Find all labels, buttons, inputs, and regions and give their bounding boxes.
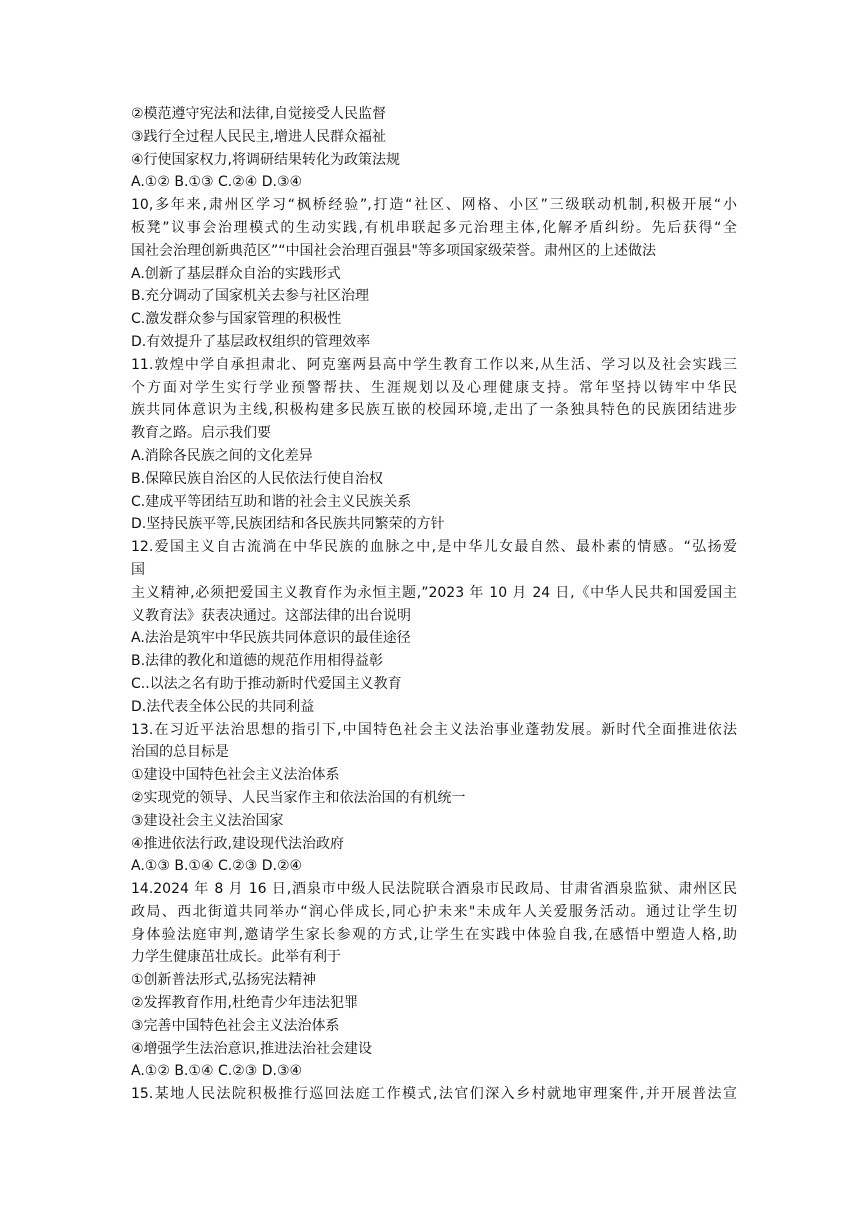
- question-11-stem: 族共同体意识为主线,积极构建多民族互嵌的校园环境,走出了一条独具特色的民族团结进步: [131, 402, 737, 419]
- statement-4: ④推进依法行政,建设现代法治政府: [131, 835, 345, 852]
- text-line: ②模范遵守宪法和法律,自觉接受人民监督: [131, 106, 386, 122]
- statement-3: ③完善中国特色社会主义法治体系: [131, 1017, 340, 1034]
- question-11-stem: 个方面对学生实行学业预警帮扶、生涯规划以及心理健康支持。常年坚持以铸牢中华民: [131, 379, 737, 396]
- text-line: ③践行全过程人民民主,增进人民群众福祉: [131, 128, 386, 145]
- option-c: C.激发群众参与国家管理的积极性: [131, 311, 342, 328]
- option-d: D.法代表全体公民的共同利益: [131, 698, 315, 715]
- answer-options: A.①② B.①④ C.②③ D.③④: [131, 1063, 303, 1080]
- question-10-stem: 10,多年来,肃州区学习“枫桥经验”,打造“社区、网格、小区”三级联动机制,积极开展“小: [131, 197, 737, 214]
- option-b: B.充分调动了国家机关去参与社区治理: [131, 288, 370, 305]
- question-14-stem: 14.2024 年 8 月 16 日,酒泉市中级人民法院联合酒泉市民政局、甘肃省酒泉监狱、肃州区民: [131, 881, 737, 898]
- question-13-stem: 13.在习近平法治思想的指引下,中国特色社会主义法治事业蓬勃发展。新时代全面推进依法: [131, 721, 737, 738]
- question-14-stem: 政局、西北街道共同举办“润心伴成长,同心护未来"未成年人关爱服务活动。通过让学生切: [131, 903, 737, 920]
- question-10-stem: 国社会治理创新典范区”“中国社会治理百强县"等多项国家级荣誉。肃州区的上述做法: [131, 242, 656, 259]
- option-c: C.建成平等团结互助和谐的社会主义民族关系: [131, 493, 412, 510]
- answer-options: A.①③ B.①④ C.②③ D.②④: [131, 858, 303, 875]
- question-14-stem: 力学生健康茁壮成长。此举有利于: [131, 949, 341, 966]
- document-page: [131, 103, 737, 1106]
- statement-1: ①创新普法形式,弘扬宪法精神: [131, 972, 317, 989]
- option-b: B.法律的教化和道德的规范作用相得益彰: [131, 653, 384, 670]
- question-12-stem: 国: [131, 561, 145, 578]
- question-11-stem: 教育之路。启示我们要: [131, 425, 271, 442]
- question-14-stem: 身体验法庭审判,邀请学生家长参观的方式,让学生在实践中体验自我,在感悟中塑造人格,助: [131, 926, 737, 943]
- statement-3: ③建设社会主义法治国家: [131, 812, 284, 829]
- option-d: D.坚持民族平等,民族团结和各民族共同繁荣的方针: [131, 516, 445, 533]
- question-12-stem: 义教育法》获表决通过。这部法律的出台说明: [131, 607, 411, 624]
- answer-options: A.①② B.①③ C.②④ D.③④: [131, 174, 303, 191]
- option-d: D.有效提升了基层政权组织的管理效率: [131, 333, 371, 350]
- question-10-stem: 板凳”议事会治理模式的生动实践,有机串联起多元治理主体,化解矛盾纠纷。先后获得“全: [131, 219, 737, 236]
- question-15-stem: 15.某地人民法院积极推行巡回法庭工作模式,法官们深入乡村就地审理案件,并开展普法宣: [131, 1086, 737, 1103]
- question-13-stem: 治国的总目标是: [131, 744, 229, 761]
- option-b: B.保障民族自治区的人民依法行使自治权: [131, 470, 384, 487]
- option-c: C..以法之名有助于推动新时代爱国主义教育: [131, 675, 402, 692]
- statement-2: ②发挥教育作用,杜绝青少年违法犯罪: [131, 995, 359, 1012]
- option-a: A.消除各民族之间的文化差异: [131, 447, 313, 464]
- question-12-stem: 主义精神,必须把爱国主义教育作为永恒主题,”2023 年 10 月 24 日,《中华人民共和国爱国主: [131, 584, 737, 601]
- question-12-stem: 12.爱国主义自古流淌在中华民族的血脉之中,是中华儿女最自然、最朴素的情感。“弘扬爱: [131, 539, 737, 556]
- statement-2: ②实现党的领导、人民当家作主和依法治国的有机统一: [131, 789, 466, 806]
- statement-1: ①建设中国特色社会主义法治体系: [131, 767, 340, 784]
- text-line: ④行使国家权力,将调研结果转化为政策法规: [131, 151, 400, 168]
- option-a: A.法治是筑牢中华民族共同体意识的最佳途径: [131, 630, 411, 647]
- option-a: A.创新了基层群众自治的实践形式: [131, 265, 341, 282]
- question-11-stem: 11.敦煌中学自承担肃北、阿克塞两县高中学生教育工作以来,从生活、学习以及社会实践三: [131, 356, 737, 373]
- statement-4: ④增强学生法治意识,推进法治社会建设: [131, 1040, 372, 1057]
